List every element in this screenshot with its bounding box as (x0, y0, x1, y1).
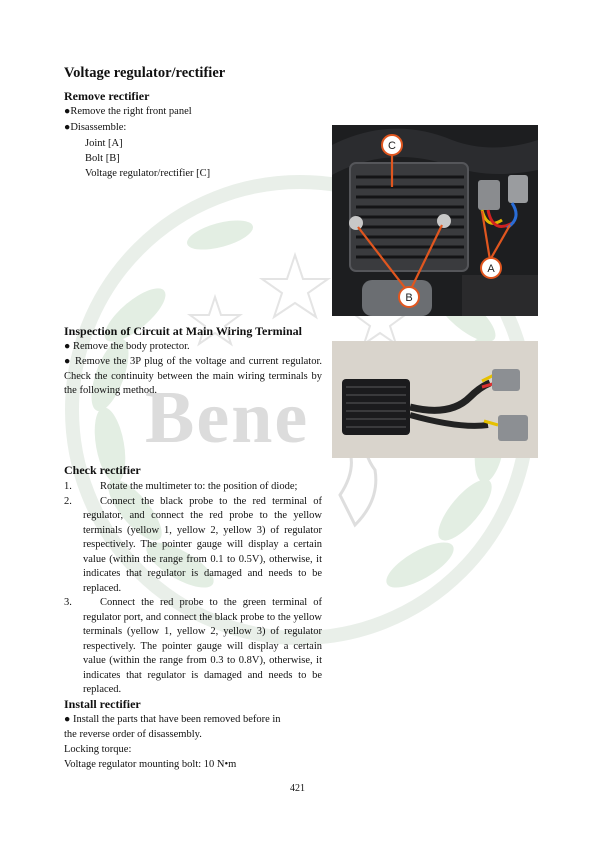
remove-item-bolt: Bolt [B] (85, 153, 120, 164)
inspection-bullet-1: ● Remove the body protector. (64, 341, 190, 352)
remove-heading: Remove rectifier (64, 89, 150, 103)
page-title: Voltage regulator/rectifier (64, 65, 226, 81)
remove-item-regulator: Voltage regulator/rectifier [C] (85, 168, 211, 179)
watermark-text: Bene (145, 377, 310, 459)
check-step-1: 1. Rotate the multimeter to: the position of diode; (64, 481, 298, 492)
inspection-heading: Inspection of Circuit at Main Wiring Terminal (64, 324, 303, 338)
callout-c-label: C (388, 140, 396, 152)
remove-bullet-2: ●Disassemble: (64, 122, 127, 133)
regulator-installed-photo (332, 125, 538, 316)
regulator-removed-photo (332, 341, 538, 458)
check-step-3: 3. Connect the red probe to the green terminal of regulator port, and connect the black probe to the yellow terminals (yellow 1, yellow 2, yellow 3) of regulator respectively. The pointer gauge will display a certain value (within the range from 0.3 to 0.8V), otherwise, it indicates that regulator is damaged and needs to be replaced. (64, 597, 322, 695)
check-heading: Check rectifier (64, 463, 141, 477)
install-bullet-1: ● Install the parts that have been removed before in (64, 714, 281, 725)
callout-b-label: B (405, 292, 413, 304)
page-number: 421 (290, 783, 305, 794)
remove-item-joint: Joint [A] (85, 138, 123, 149)
install-heading: Install rectifier (64, 697, 141, 711)
torque-label: Locking torque: (64, 744, 132, 755)
inspection-bullet-2: ● Remove the 3P plug of the voltage and current regulator. Check the continuity between the main wiring terminals by the following method. (64, 356, 322, 396)
check-step-2: 2. Connect the black probe to the red terminal of regulator, and connect the red probe to the yellow terminals (yellow 1, yellow 2, yellow 3) of regulator respectively. The pointer gauge will display a certain value (within the range from 0.1 to 0.5V), otherwise, it indicates that regulator is damaged and needs to be replaced. (64, 495, 322, 594)
torque-value: Voltage regulator mounting bolt: 10 N•m (64, 759, 237, 770)
install-bullet-1-cont: the reverse order of disassembly. (64, 729, 202, 740)
check-steps (64, 480, 322, 698)
callout-a-label: A (487, 263, 495, 275)
remove-bullet-1: ●Remove the right front panel (64, 106, 192, 117)
